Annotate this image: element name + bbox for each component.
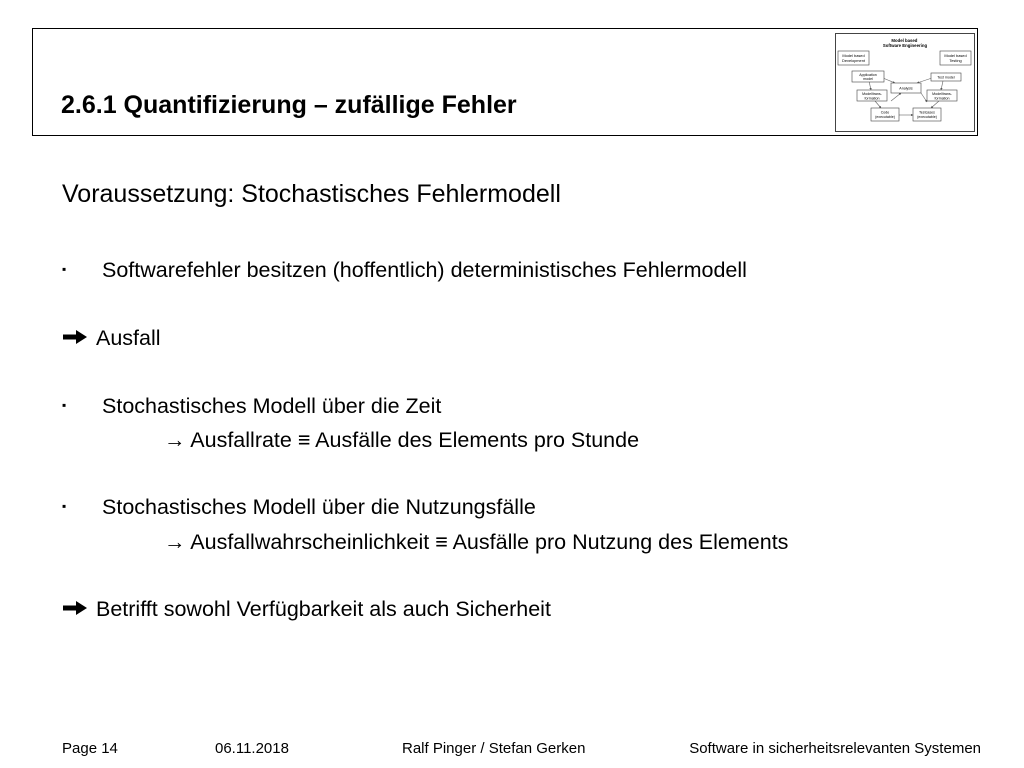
footer-authors: Ralf Pinger / Stefan Gerken [402, 740, 586, 757]
node-testcases-executable [913, 108, 941, 121]
svg-text:Model basedDevelopment: Model based Development [842, 53, 865, 63]
svg-text:Test model: Test model [937, 75, 955, 80]
bullet-marker: ▪ [62, 499, 67, 513]
bullet-modell-zeit: Stochastisches Modell über die Zeit [102, 394, 442, 418]
svg-text:Modelltrans-formation: Modelltrans-formation [932, 92, 952, 101]
slide-title: 2.6.1 Quantifizierung – zufällige Fehler [61, 91, 517, 119]
svg-text:Model basedTesting: Model based Testing [944, 53, 967, 63]
footer-date: 06.11.2018 [215, 740, 289, 757]
node-model-based-development [838, 51, 869, 65]
node-modelltransformation-left [857, 90, 887, 101]
arrow-item-ausfall [62, 325, 161, 351]
arrow-item-label: Betrifft sowohl Verfügbarkeit als auch Sicherheit [96, 597, 551, 621]
svg-text:Code(executable): Code (executable) [875, 110, 895, 119]
svg-text:Applicationmodel: Application model [859, 73, 877, 81]
node-application-model [852, 71, 884, 82]
node-test-model [931, 73, 961, 81]
title-header-box [32, 28, 978, 136]
svg-text:Testcases(executable): Testcases (executable) [917, 110, 937, 119]
bullet-marker: ▪ [62, 398, 67, 412]
mbse-diagram-thumbnail [835, 33, 975, 132]
node-code-executable [871, 108, 899, 121]
sub-ausfallwahrscheinlichkeit: → Ausfallwahrscheinlichkeit ≡ Ausfälle pro Nutzung des Elements [164, 530, 789, 554]
arrow-item-label: Ausfall [96, 326, 161, 350]
node-modelltransformation-right [927, 90, 957, 101]
bullet-marker: ▪ [62, 262, 67, 276]
bold-right-arrow-icon [62, 329, 88, 345]
bullet-softwarefehler: Softwarefehler besitzen (hoffentlich) deterministisches Fehlermodell [102, 258, 747, 282]
bullet-modell-nutzungsfaelle: Stochastisches Modell über die Nutzungsfälle [102, 495, 536, 519]
diagram-heading: Model based Software Engineering [882, 38, 928, 48]
bold-right-arrow-icon [62, 600, 88, 616]
sub-ausfallrate: → Ausfallrate ≡ Ausfälle des Elements pro Stunde [164, 428, 640, 452]
svg-text:Modelltrans-formation: Modelltrans-formation [862, 92, 882, 101]
node-analysis [891, 83, 921, 93]
slide-subtitle: Voraussetzung: Stochastisches Fehlermodell [62, 180, 561, 208]
footer-course-title: Software in sicherheitsrelevanten Systemen [689, 740, 981, 757]
arrow-item-betrifft [62, 596, 551, 622]
footer-page-number: Page 14 [62, 740, 118, 757]
node-model-based-testing [940, 51, 971, 65]
svg-text:Analysis: Analysis [899, 86, 913, 91]
